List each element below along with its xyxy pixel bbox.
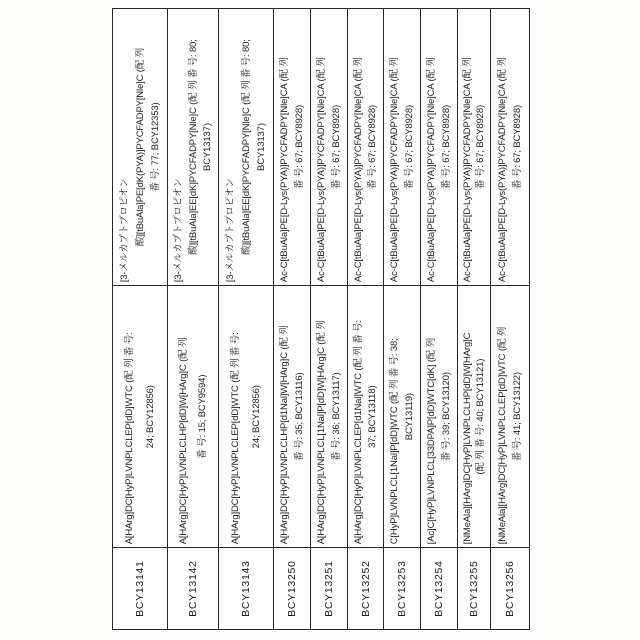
sequence-line: 酸][tBuAla]PE[dK(PYA)]PYCFADPY[Nle]C (配 列 [134,47,146,247]
table-row [458,9,491,629]
peptide1-cell [491,285,529,547]
table-row [384,9,421,629]
bcy-id-cell [219,547,273,629]
sequence-line: 24; BCY12856) [145,385,156,449]
patent-table [112,8,530,630]
bcy-id-cell [113,547,167,629]
sequence-line: Ac-C[tBuAla]PE[D-Lys(PYA)]PYCFADPY[Nle]CA (配 列 [426,57,437,283]
sequence-line: 番 号: 15; BCY9594) [197,374,209,459]
bcy-id-cell [274,547,310,629]
sequence-line: A[HArg]DC[HyP]LVNPLCLEP[d1Nal]WTC (配 列 番 号: [352,320,364,545]
bcy-id-cell [458,547,490,629]
peptide1-cell [458,285,490,547]
sequence-line: Ac-C[tBuAla]PE[D-Lys(PYA)]PYCFADPY[Nle]CA (配 列 [316,57,327,283]
peptide1-cell [311,285,347,547]
sequence-line: [NMeAla][HArg]DC[HyP]LVNPLCLEP[dD]WTC (配 列 [496,326,508,545]
sequence-line: 酸][tBuAla]EE[dK]PYCFADPY[Nle]C (配 列 番 号: 80; [187,39,199,255]
sequence-line: 番 号: 67; BCY8928) [441,105,452,190]
table-row [168,9,219,629]
sequence-line: Ac-C[tBuAla]PE[D-Lys(PYA)]PYCFADPY[Nle]CA (配 列 [279,57,290,283]
table-row [219,9,274,629]
peptide2-cell [458,9,490,285]
peptide1-cell [168,285,218,547]
peptide2-cell [311,9,347,285]
sequence-line: Ac-C[tBuAla]PE[D-Lys(PYA)]PYCFADPY[Nle]CA (配 列 [389,57,400,283]
sequence-line: 酸][tBuAla]EE[dK]PYCFADPY[Nle]C (配 列 番 号: 80; [240,39,252,255]
bcy-id-cell [491,547,529,629]
sequence-line: A[HArg]DC[HyP]LVNPLCLHP[d1Nal]W[HArg]C (配 列 [279,325,290,545]
peptide1-cell [274,285,310,547]
bcy-id: BCY13252 [359,560,372,617]
bcy-id-cell [168,547,218,629]
table-row [113,9,168,629]
sequence-line: C[HyP]LVNPLCL[1Nal]P[dD]WTC (配 列 番 号: 38; [389,338,400,545]
sequence-line: [3-メルカプトプロピオン [118,178,130,283]
sequence-line: 番 号: 67; BCY8928) [404,105,415,190]
sequence-line: 24; BCY12856) [251,385,262,449]
sequence-line: 番 号: 39; BCY13120) [441,372,452,462]
peptide2-cell [421,9,457,285]
sequence-line: 番 号: 77; BCY12353) [150,102,162,192]
peptide1-cell [348,285,383,547]
sequence-line: [3-メルカプトプロピオン [172,178,184,283]
bcy-id-cell [311,547,347,629]
sequence-line: 番 号: 41; BCY13122) [512,372,524,462]
bcy-id: BCY13254 [433,560,445,617]
sequence-line: A[HArg]DC[HyP]LVNPLCL[1Nal]P[dD]W[HArg]C (配 列 [316,320,327,545]
bcy-id: BCY13143 [240,560,252,617]
bcy-id: BCY13256 [504,560,516,617]
sequence-line: 番 号: 67; BCY8928) [294,105,305,190]
sequence-line: BCY13119) [404,393,415,441]
bcy-id-cell [384,547,420,629]
sequence-line: 番 号: 67; BCY8928) [475,105,487,190]
sequence-line: Ac-C[tBuAla]PE[D-Lys(PYA)]PYCFADPY[Nle]CA (配 列 [461,57,473,283]
sequence-line: A[HArg]DC[HyP]LVNPLCLEP[dD]WTC (配 列 番 号: [230,332,241,545]
sequence-line: [3-メルカプトプロピオン [224,178,236,283]
peptide1-cell [113,285,167,547]
peptide2-cell [274,9,310,285]
bcy-id: BCY13142 [187,560,199,617]
bcy-id-cell [348,547,383,629]
sequence-line: [Ac]C[HyP]LVNPLCL[33DPA]P[dD]WTC[dK] (配 列 [426,338,437,545]
table-row [421,9,458,629]
peptide2-cell [219,9,273,285]
sequence-line: (配 列 番 号: 40; BCY13121) [475,358,487,475]
bcy-id: BCY13251 [323,560,335,617]
peptide2-cell [348,9,383,285]
peptide1-cell [219,285,273,547]
sequence-line: 番 号: 36; BCY13117) [331,372,342,461]
table-row [311,9,348,629]
peptide2-cell [491,9,529,285]
sequence-line: 番 号: 67; BCY8928) [512,105,524,190]
sequence-line: [NMeAla][HArg]DC[HyP]LVNPLCLHP[dD]W[HArg]C [461,332,473,545]
bcy-id: BCY13141 [134,560,146,617]
sequence-line: 37; BCY13118) [367,385,379,448]
sequence-line: A[HArg]DC[HyP]LVNPLCLHP[dD]W[HArg]C (配 列 [177,337,189,545]
table-row [348,9,384,629]
sequence-line: 番 号: 67; BCY8928) [367,105,379,190]
sequence-line: Ac-C[tBuAla]PE[D-Lys(PYA)]PYCFADPY[Nle]CA (配 列 [496,57,508,283]
sequence-line: BCY13137) [202,123,214,171]
bcy-id: BCY13253 [396,560,408,617]
peptide2-cell [168,9,218,285]
bcy-id: BCY13250 [286,560,298,617]
table-row [491,9,529,629]
sequence-line: A[HArg]DC[HyP]LVNPLCLEP[dD]WTC (配 列 番 号: [124,332,135,545]
sequence-line: BCY13137) [256,123,268,171]
sequence-line: Ac-C[tBuAla]PE[D-Lys(PYA)]PYCFADPY[Nle]CA (配 列 [352,57,364,283]
peptide1-cell [421,285,457,547]
peptide1-cell [384,285,420,547]
peptide2-cell [113,9,167,285]
sequence-line: 番 号: 35; BCY13116) [294,372,305,461]
sequence-line: 番 号: 67; BCY8928) [331,105,342,190]
bcy-id: BCY13255 [468,560,480,617]
peptide2-cell [384,9,420,285]
rotated-table-container [112,8,530,630]
table-row [274,9,311,629]
bcy-id-cell [421,547,457,629]
